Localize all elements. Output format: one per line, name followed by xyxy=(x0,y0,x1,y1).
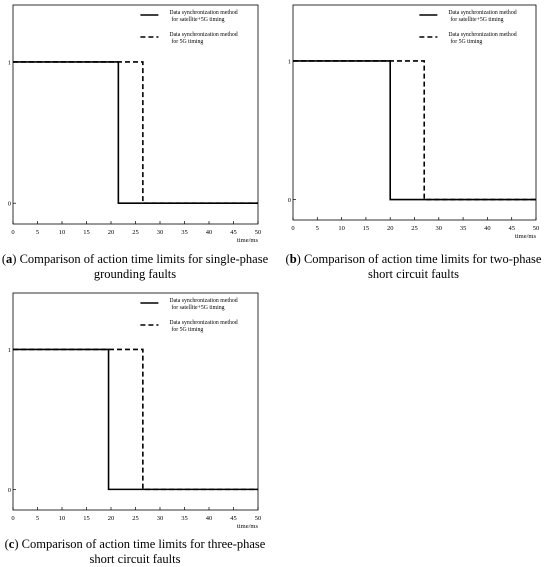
chart-c-legend-label-0: Data synchronization method xyxy=(169,298,238,304)
chart-c-x-tick-label: 25 xyxy=(132,515,139,522)
chart-b-legend-label-1: Data synchronization method xyxy=(448,32,517,38)
chart-a-x-tick-label: 15 xyxy=(83,229,90,236)
caption-a-letter: a xyxy=(6,252,13,266)
caption-c-letter: c xyxy=(8,537,15,551)
chart-b-x-axis-label: time/ms xyxy=(515,233,536,240)
chart-c-x-tick-label: 35 xyxy=(181,515,188,522)
chart-c-legend-label-1-cont: for 5G timing xyxy=(171,327,204,333)
chart-b-y-tick-label: 1 xyxy=(287,58,291,66)
chart-a-x-tick-label: 20 xyxy=(107,229,115,236)
chart-c-series-5g-timing xyxy=(13,349,258,489)
chart-c-x-axis-label: time/ms xyxy=(237,523,258,530)
chart-b-legend-label-0: Data synchronization method xyxy=(448,10,517,16)
chart-a-series-5g-timing xyxy=(13,62,258,203)
chart-a-x-tick-label: 5 xyxy=(35,229,40,236)
chart-a-legend-label-0-cont: for satellite+5G timing xyxy=(171,17,225,23)
caption-b: (b) Comparison of action time limits for two-phase short circuit faults xyxy=(285,252,542,281)
chart-b-x-tick-label: 25 xyxy=(411,225,418,232)
chart-c-x-tick-label: 40 xyxy=(205,515,213,522)
chart-c-y-tick-label: 0 xyxy=(7,486,11,494)
chart-a-x-tick-label: 30 xyxy=(156,229,164,236)
chart-c-x-tick-label: 0 xyxy=(11,515,15,522)
caption-a-text: Comparison of action time limits for single-phase grounding faults xyxy=(16,252,269,281)
chart-a-x-tick-label: 35 xyxy=(181,229,188,236)
chart-a-x-tick-label: 40 xyxy=(205,229,213,236)
chart-a-x-tick-label: 0 xyxy=(11,229,15,236)
chart-a-x-tick-label: 45 xyxy=(230,229,237,236)
chart-c-x-tick-label: 45 xyxy=(230,515,237,522)
chart-a-series-satellite-5g-timing xyxy=(13,62,258,203)
caption-b-text: Comparison of action time limits for two-phase short circuit faults xyxy=(300,252,542,281)
chart-b-svg xyxy=(277,0,550,240)
chart-c-x-tick-label: 5 xyxy=(35,515,40,522)
chart-a-x-tick-label: 50 xyxy=(254,229,262,236)
chart-a-legend-label-1: Data synchronization method xyxy=(169,32,238,38)
chart-b-y-tick-label: 0 xyxy=(287,197,291,205)
chart-c-y-tick-label: 1 xyxy=(7,346,11,354)
chart-c-x-tick-label: 15 xyxy=(83,515,90,522)
chart-b-x-tick-label: 30 xyxy=(435,225,443,232)
chart-b-x-tick-label: 40 xyxy=(484,225,491,232)
chart-b-x-tick-label: 5 xyxy=(315,225,319,232)
chart-a-x-tick-label: 10 xyxy=(58,229,66,236)
chart-c-legend-label-1: Data synchronization method xyxy=(169,320,238,326)
chart-b-x-tick-label: 10 xyxy=(338,225,345,232)
chart-b-x-tick-label: 0 xyxy=(291,225,295,232)
chart-b-legend-label-0-cont: for satellite+5G timing xyxy=(450,17,504,23)
chart-b-x-tick-label: 15 xyxy=(362,225,370,232)
chart-c-x-tick-label: 20 xyxy=(107,515,115,522)
chart-c-x-tick-label: 50 xyxy=(254,515,262,522)
chart-c-legend-label-0-cont: for satellite+5G timing xyxy=(171,305,225,311)
caption-c: (c) Comparison of action time limits for three-phase short circuit faults xyxy=(4,537,266,566)
chart-c-x-tick-label: 10 xyxy=(58,515,66,522)
chart-c-svg xyxy=(0,288,270,528)
chart-a-x-tick-label: 25 xyxy=(132,229,139,236)
caption-a: (a) Comparison of action time limits for single-phase grounding faults xyxy=(1,252,269,281)
chart-c-x-tick-label: 30 xyxy=(156,515,164,522)
chart-a-legend-label-1-cont: for 5G timing xyxy=(171,39,204,45)
chart-panel-b xyxy=(277,0,550,290)
chart-b-x-tick-label: 50 xyxy=(532,225,540,232)
chart-b-x-tick-label: 20 xyxy=(386,225,394,232)
chart-b-series-satellite-5g-timing xyxy=(293,61,536,200)
caption-b-letter: b xyxy=(289,252,297,266)
chart-a-legend-label-0: Data synchronization method xyxy=(169,10,238,16)
chart-c-series-satellite-5g-timing xyxy=(13,349,258,489)
chart-panel-a xyxy=(0,0,270,290)
caption-c-text: Comparison of action time limits for three-phase short circuit faults xyxy=(18,537,266,566)
chart-b-legend-label-1-cont: for 5G timing xyxy=(450,39,483,45)
chart-b-x-tick-label: 35 xyxy=(459,225,467,232)
chart-b-series-5g-timing xyxy=(293,61,536,200)
chart-a-x-axis-label: time/ms xyxy=(237,237,258,244)
chart-b-x-tick-label: 45 xyxy=(508,225,515,232)
chart-a-y-tick-label: 1 xyxy=(7,59,11,67)
chart-a-svg xyxy=(0,0,270,244)
chart-panel-c xyxy=(0,288,270,566)
chart-a-y-tick-label: 0 xyxy=(7,200,11,208)
